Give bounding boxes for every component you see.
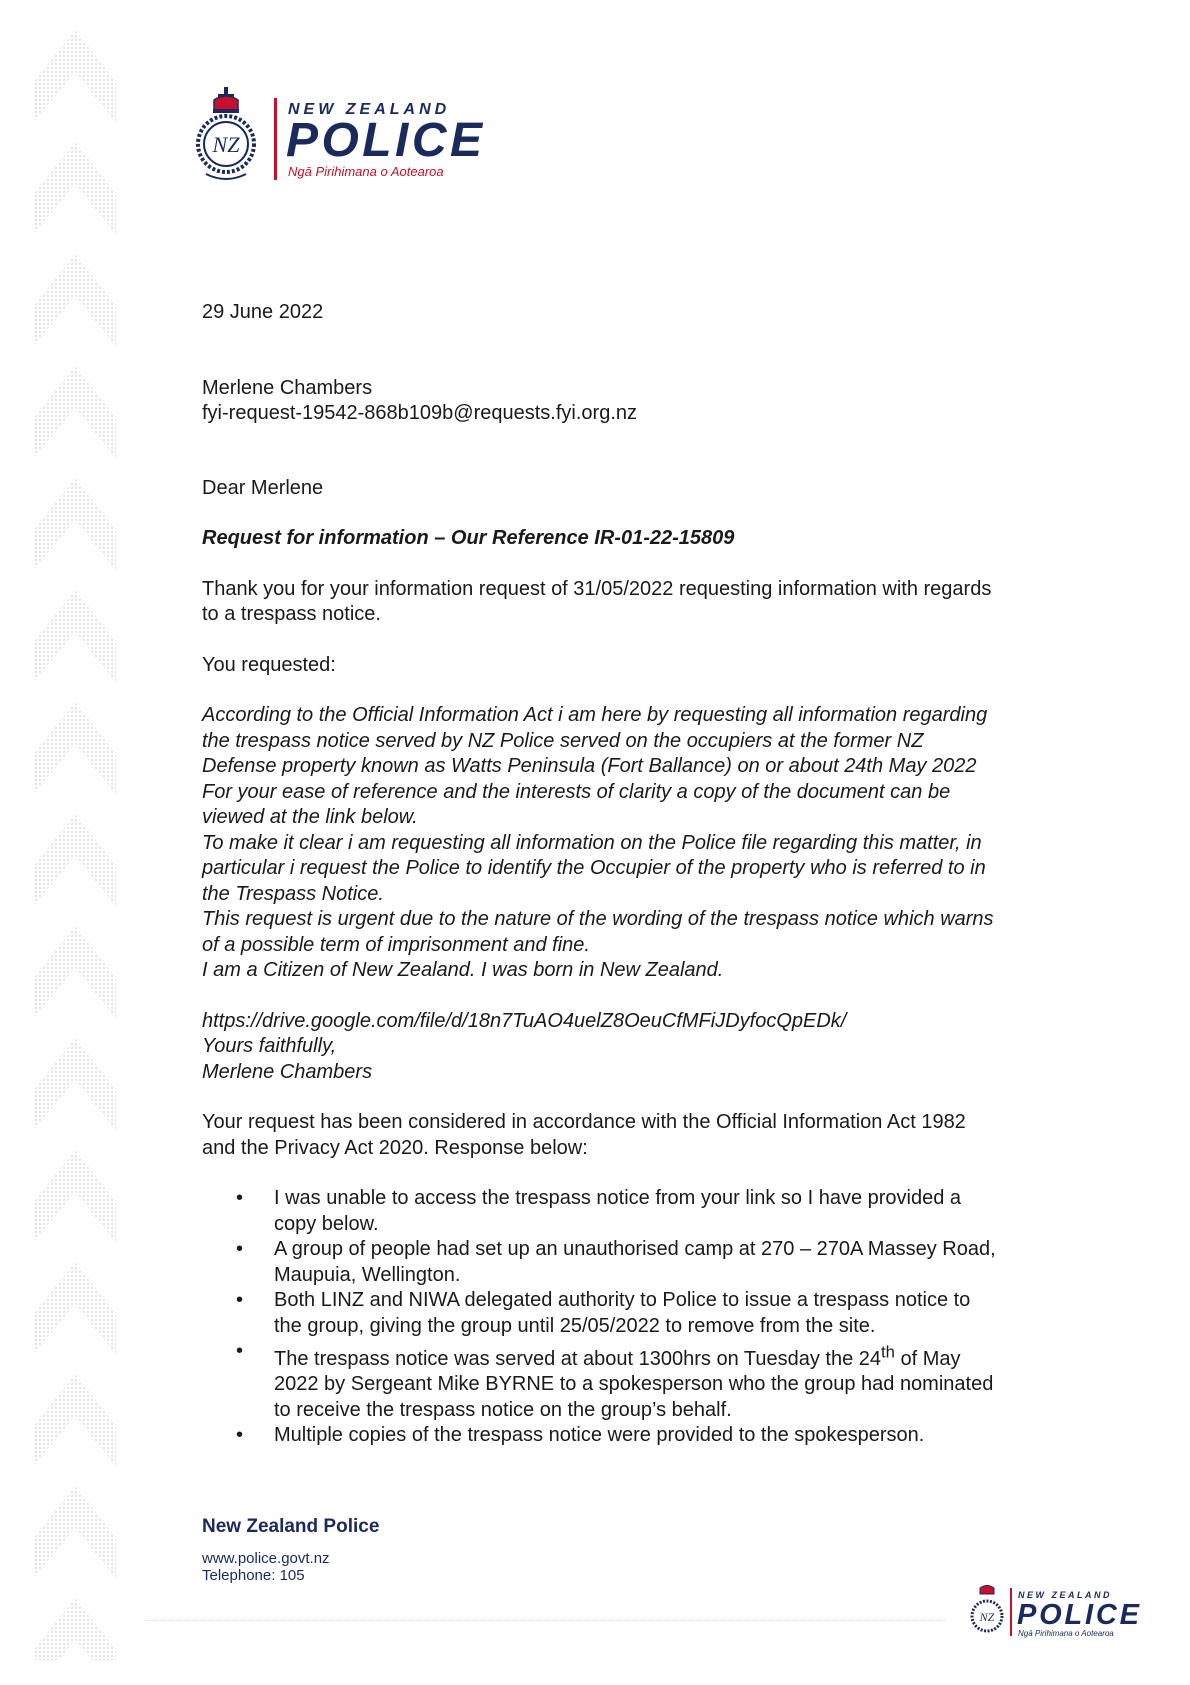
subject-line: Request for information – Our Reference IR-01-22-15809 bbox=[202, 527, 735, 549]
footer-org: New Zealand Police bbox=[202, 1516, 380, 1537]
chevron-shape bbox=[34, 1038, 116, 1130]
nz-police-logo bbox=[196, 84, 536, 194]
logo-divider bbox=[274, 98, 277, 180]
logo-org-line1: NEW ZEALAND bbox=[288, 101, 451, 118]
chevron-shape bbox=[34, 254, 116, 346]
chevron-shape bbox=[34, 366, 116, 458]
recipient-name: Merlene Chambers bbox=[202, 376, 373, 399]
you-requested-label: You requested: bbox=[202, 653, 336, 676]
chevron-shape bbox=[34, 142, 116, 234]
quote-link: https://drive.google.com/file/d/18n7TuAO4uelZ8OeuCfMFiJDyfocQpEDk/ bbox=[202, 1009, 847, 1032]
bullet-icon: • bbox=[236, 1187, 244, 1209]
response-list bbox=[202, 1186, 1002, 1449]
svg-text:NZ: NZ bbox=[979, 1610, 995, 1624]
footer bbox=[202, 1516, 379, 1584]
police-crest-icon bbox=[198, 87, 254, 179]
quote-paragraph: I am a Citizen of New Zealand. I was born in New Zealand. bbox=[202, 959, 724, 981]
svg-text:NZ: NZ bbox=[212, 132, 240, 157]
salutation: Dear Merlene bbox=[202, 476, 324, 499]
list-item-text: I was unable to access the trespass notice from your link so I have provided a copy below. bbox=[274, 1187, 962, 1235]
chevron-shape bbox=[34, 926, 116, 1018]
quote-paragraph: According to the Official Information Act i am here by requesting all information regarding the trespass notice served by NZ Police served on the occupiers at the former NZ Defense property known as Watts Peninsula (Fort Ballance) on or about 24th May 2022 For your ease of reference and the interests of clarity a copy of the document can be viewed at the link below. bbox=[202, 704, 988, 828]
chevron-shape bbox=[34, 30, 116, 122]
bullet-icon: • bbox=[236, 1340, 244, 1362]
chevron-shape bbox=[34, 702, 116, 794]
logo-org-line1: NEW ZEALAND bbox=[1018, 1590, 1112, 1600]
intro-paragraph: Thank you for your information request of 31/05/2022 requesting information with regards to a trespass notice. bbox=[202, 577, 992, 625]
chevron-shape bbox=[34, 1374, 116, 1466]
request-quote-signoff bbox=[202, 1009, 1002, 1086]
bullet-icon: • bbox=[236, 1289, 244, 1311]
quote-paragraph: To make it clear i am requesting all information on the Police file regarding this matter, in particular i request the Police to identify the Occupier of the property who is referred to in the Trespass Notice. bbox=[202, 831, 986, 905]
letter-date: 29 June 2022 bbox=[202, 301, 324, 323]
list-item-text: Both LINZ and NIWA delegated authority to Police to issue a trespass notice to the group, giving the group until 25/05/2022 to remove from the site. bbox=[274, 1289, 971, 1337]
footer-telephone: Telephone: 105 bbox=[202, 1567, 305, 1584]
list-item-text: The trespass notice was served at about 1300hrs on Tuesday the 24th of May 2022 by Sergeant Mike BYRNE to a spokesperson who the group had nominated to receive the trespass notice on the group’s behalf. bbox=[274, 1342, 994, 1421]
quote-paragraph: This request is urgent due to the nature of the wording of the trespass notice which warns of a possible term of imprisonment and fine. bbox=[202, 908, 994, 956]
footer-divider bbox=[145, 1620, 945, 1621]
chevron-shape bbox=[34, 1150, 116, 1242]
list-item bbox=[202, 1288, 1002, 1339]
list-item-text: Multiple copies of the trespass notice were provided to the spokesperson. bbox=[274, 1424, 925, 1447]
quote-signoff: Yours faithfully, bbox=[202, 1035, 337, 1057]
chevron-shape bbox=[34, 1598, 116, 1660]
chevron-shape bbox=[34, 1262, 116, 1354]
chevron-shape bbox=[34, 814, 116, 906]
nz-police-logo-small bbox=[968, 1580, 1153, 1644]
chevron-pattern-decoration bbox=[34, 30, 116, 1660]
list-item bbox=[202, 1339, 1002, 1423]
recipient-block bbox=[202, 376, 1002, 427]
list-item-text: A group of people had set up an unauthorised camp at 270 – 270A Massey Road, Maupuia, Wellington. bbox=[274, 1238, 996, 1286]
logo-org-maori: Ngā Pirihimana o Aotearoa bbox=[288, 164, 444, 179]
response-intro: Your request has been considered in accordance with the Official Information Act 1982 and the Privacy Act 2020. Response below: bbox=[202, 1111, 966, 1159]
bullet-icon: • bbox=[236, 1424, 244, 1447]
quote-signature: Merlene Chambers bbox=[202, 1060, 373, 1083]
request-quote bbox=[202, 703, 1002, 984]
logo-org-maori: Ngā Pirihimana o Aotearoa bbox=[1018, 1629, 1114, 1638]
logo-org-line2: POLICE bbox=[1017, 1599, 1139, 1631]
logo-org-line2: POLICE bbox=[286, 114, 482, 167]
logo-divider bbox=[1010, 1588, 1012, 1636]
recipient-email: fyi-request-19542-868b109b@requests.fyi.org.nz bbox=[202, 402, 637, 424]
footer-website: www.police.govt.nz bbox=[202, 1550, 330, 1567]
police-crest-icon bbox=[972, 1586, 1002, 1632]
list-item bbox=[202, 1237, 1002, 1288]
chevron-shape bbox=[34, 1486, 116, 1578]
chevron-shape bbox=[34, 478, 116, 570]
letter-body bbox=[202, 300, 1002, 1449]
list-item bbox=[202, 1423, 1002, 1449]
list-item bbox=[202, 1186, 1002, 1237]
bullet-icon: • bbox=[236, 1238, 244, 1260]
chevron-shape bbox=[34, 590, 116, 682]
